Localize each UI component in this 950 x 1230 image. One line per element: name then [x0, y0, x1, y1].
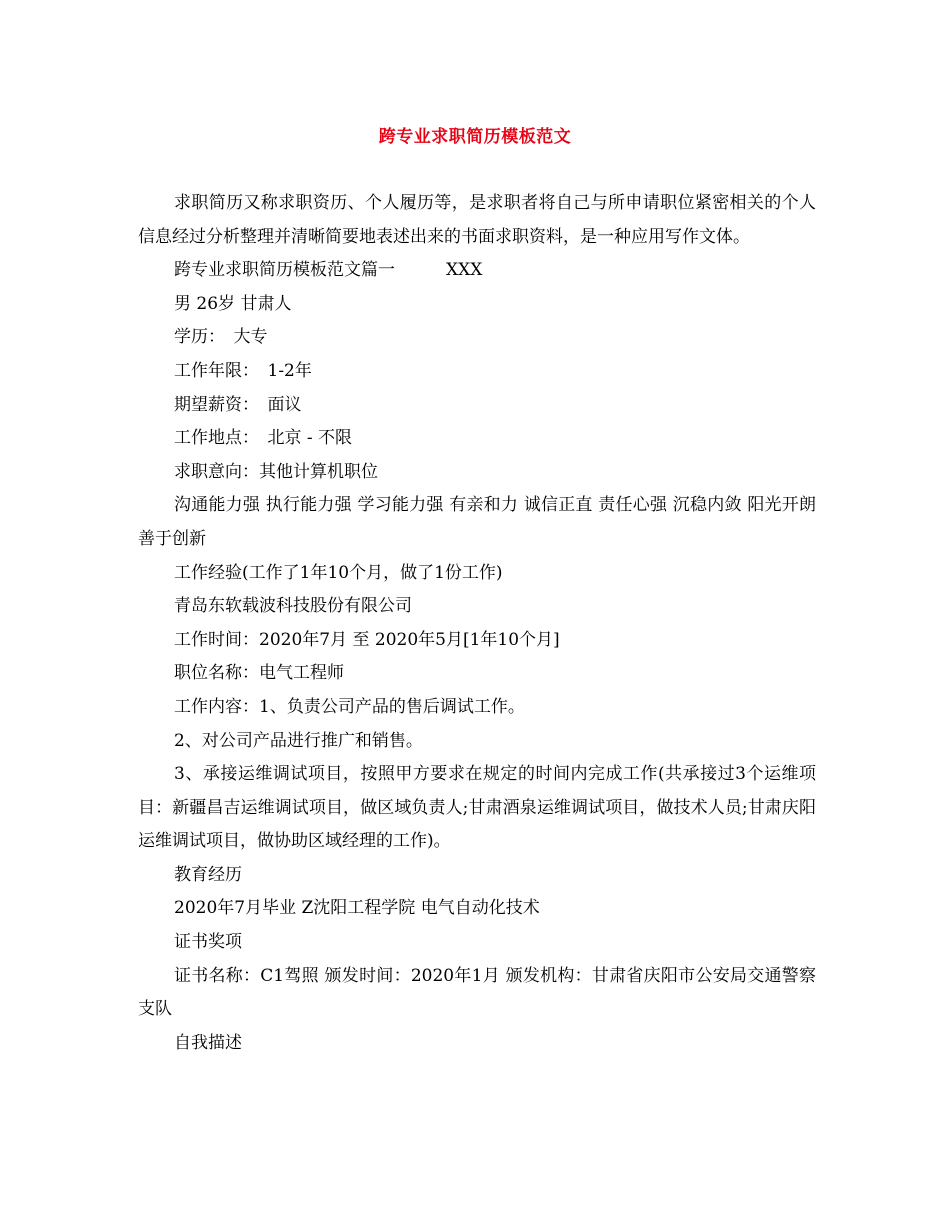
- template-heading: 跨专业求职简历模板范文篇一 XXX: [174, 260, 483, 281]
- work-experience-heading: 工作经验(工作了1年10个月，做了1份工作): [174, 562, 503, 583]
- self-description-heading: 自我描述: [174, 1032, 242, 1053]
- certificate-entry: 证书名称：C1驾照 颁发时间：2020年1月 颁发机构：甘肃省庆阳市公安局交通警察支队: [138, 965, 816, 1020]
- work-period: 工作时间：2020年7月 至 2020年5月[1年10个月]: [174, 629, 560, 650]
- certificates-heading: 证书奖项: [174, 932, 242, 953]
- job-duty-3: 3、承接运维调试项目，按照甲方要求在规定的时间内完成工作(共承接过3个运维项目：新疆昌吉运维调试项目，做区域负责人;甘肃酒泉运维调试项目，做技术人员;甘肃庆阳运维调试项目，做协助区域经理的工作)。: [138, 764, 816, 852]
- education-level: 学历： 大专: [174, 327, 268, 348]
- position-title: 职位名称：电气工程师: [174, 663, 344, 684]
- education-entry: 2020年7月毕业 Z沈阳工程学院 电气自动化技术: [174, 898, 540, 919]
- document-body: [138, 187, 816, 1060]
- education-heading: 教育经历: [174, 864, 242, 885]
- expected-salary: 期望薪资： 面议: [174, 394, 302, 415]
- job-duty-2: 2、对公司产品进行推广和销售。: [174, 730, 423, 751]
- job-duty-1: 工作内容：1、负责公司产品的售后调试工作。: [174, 696, 525, 717]
- company-name: 青岛东软载波科技股份有限公司: [174, 596, 412, 617]
- job-intention: 求职意向：其他计算机职位: [174, 461, 378, 482]
- intro-paragraph: 求职简历又称求职资历、个人履历等，是求职者将自己与所申请职位紧密相关的个人信息经过分析整理并清晰简要地表述出来的书面求职资料，是一种应用写作文体。: [138, 193, 816, 247]
- personal-basic-info: 男 26岁 甘肃人: [174, 293, 292, 314]
- document-title: 跨专业求职简历模板范文: [378, 127, 572, 147]
- work-location: 工作地点： 北京 - 不限: [174, 428, 353, 449]
- skills-tags: 沟通能力强 执行能力强 学习能力强 有亲和力 诚信正直 责任心强 沉稳内敛 阳光开朗 善于创新: [138, 495, 816, 549]
- work-years: 工作年限： 1-2年: [174, 360, 312, 381]
